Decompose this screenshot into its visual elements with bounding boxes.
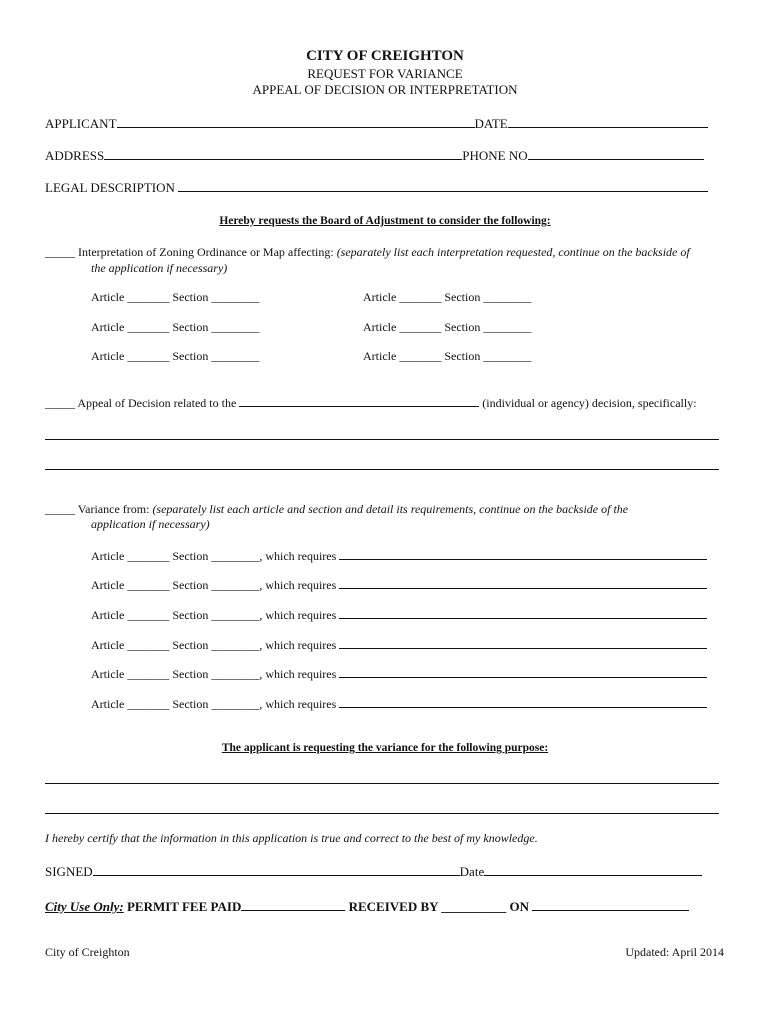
legal-row (45, 180, 719, 196)
interp-article-section-4[interactable]: Article _______ Section ________ (363, 320, 532, 334)
signed-label: SIGNED (45, 864, 93, 879)
form-title: CITY OF CREIGHTON (306, 48, 464, 64)
request-heading: Hereby requests the Board of Adjustment to consider the following: (219, 215, 551, 227)
interpretation-checkbox[interactable]: _____ (45, 245, 75, 259)
interpretation-line (45, 245, 690, 260)
date-field[interactable] (508, 126, 708, 128)
signed-date-field[interactable] (484, 874, 702, 876)
variance-row[interactable]: Article _______ Section ________, which requires (91, 549, 707, 564)
phone-label: PHONE NO (462, 148, 528, 163)
interp-article-section-1[interactable]: Article _______ Section ________ (91, 290, 260, 304)
form-subtitle-appeal: APPEAL OF DECISION OR INTERPRETATION (252, 82, 518, 97)
signature-field[interactable] (93, 874, 460, 876)
city-use-label: City Use Only: (45, 899, 124, 914)
appeal-detail-line-1[interactable] (45, 439, 719, 440)
variance-line (45, 502, 628, 517)
appeal-label: _____ Appeal of Decision related to the (45, 396, 237, 410)
signed-row (45, 864, 719, 880)
variance-row[interactable]: Article _______ Section ________, which requires (91, 638, 707, 653)
variance-row[interactable]: Article _______ Section ________, which requires (91, 697, 707, 712)
applicant-label: APPLICANT (45, 116, 117, 131)
variance-label: Variance from: (77, 502, 150, 516)
received-on-field[interactable] (532, 909, 689, 911)
purpose-line-1[interactable] (45, 783, 719, 784)
legal-description-field[interactable] (178, 190, 708, 192)
form-subtitle-variance: REQUEST FOR VARIANCE (307, 66, 463, 81)
variance-note-2: application if necessary) (91, 517, 210, 531)
address-label: ADDRESS (45, 148, 105, 163)
interpretation-label: Interpretation of Zoning Ordinance or Map affecting: (78, 245, 334, 259)
appeal-suffix: (individual or agency) decision, specifically: (482, 396, 697, 410)
interp-article-section-6[interactable]: Article _______ Section ________ (363, 349, 532, 363)
footer-updated: Updated: April 2014 (625, 945, 724, 959)
interp-article-section-2[interactable]: Article _______ Section ________ (363, 290, 532, 304)
received-by-label: RECEIVED BY (348, 899, 439, 914)
phone-field[interactable] (528, 158, 704, 160)
signed-date-label: Date (459, 864, 485, 879)
interp-article-section-5[interactable]: Article _______ Section ________ (91, 349, 260, 363)
certification-statement: I hereby certify that the information in this application is true and correct to the best of my knowledge. (45, 831, 538, 845)
variance-note-1: (separately list each article and section and detail its requirements, continue on the backside of the (152, 502, 629, 516)
on-label: ON (509, 899, 530, 914)
interpretation-note-2: the application if necessary) (91, 261, 228, 275)
address-row (45, 148, 719, 164)
legal-description-label: LEGAL DESCRIPTION (45, 180, 175, 195)
interp-article-section-3[interactable]: Article _______ Section ________ (91, 320, 260, 334)
variance-row[interactable]: Article _______ Section ________, which requires (91, 667, 707, 682)
footer-city: City of Creighton (45, 945, 130, 959)
interpretation-note-1: (separately list each interpretation requested, continue on the backside of (336, 245, 690, 259)
applicant-row (45, 116, 719, 132)
variance-row[interactable]: Article _______ Section ________, which requires (91, 578, 707, 593)
appeal-detail-line-2[interactable] (45, 469, 719, 470)
city-use-row (45, 899, 719, 915)
received-by-field[interactable]: __________ (441, 899, 507, 914)
applicant-field[interactable] (117, 126, 475, 128)
purpose-line-2[interactable] (45, 813, 719, 814)
appeal-decision-field[interactable] (239, 405, 479, 407)
appeal-line (45, 396, 697, 411)
date-label: DATE (474, 116, 508, 131)
address-field[interactable] (104, 158, 462, 160)
variance-row[interactable]: Article _______ Section ________, which requires (91, 608, 707, 623)
variance-checkbox[interactable]: _____ (45, 502, 75, 516)
permit-fee-label: PERMIT FEE PAID (126, 899, 242, 914)
permit-fee-field[interactable] (241, 909, 345, 911)
purpose-heading: The applicant is requesting the variance for the following purpose: (221, 742, 549, 754)
